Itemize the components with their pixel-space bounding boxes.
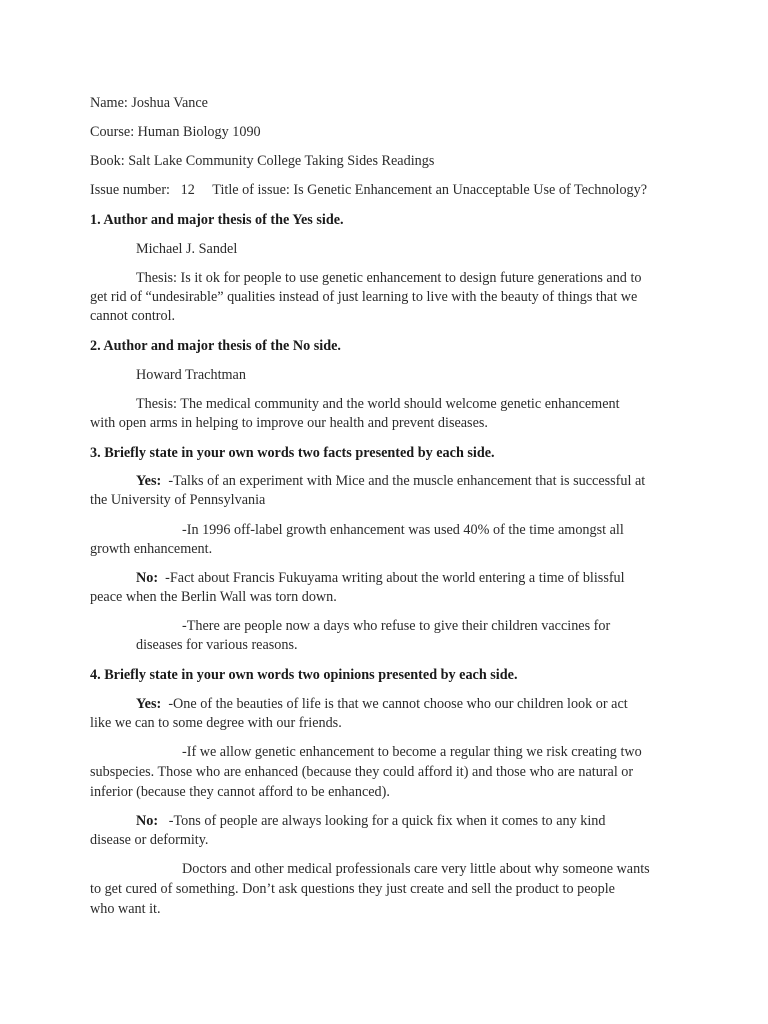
q3-heading: 3. Briefly state in your own words two facts presented by each side.: [90, 445, 495, 461]
q4-yes-opinion2-line3: inferior (because they cannot afford to be enhanced).: [90, 784, 390, 800]
q3-no-fact2-line1: -There are people now a days who refuse to give their children vaccines for: [182, 618, 611, 634]
q4-no-opinion2-line1: Doctors and other medical professionals care very little about why someone wants: [182, 861, 650, 877]
q1-heading: 1. Author and major thesis of the Yes side.: [90, 212, 344, 228]
q4-no-opinion2-line3: who want it.: [90, 901, 161, 917]
q3-no-fact1-line1: No: -Fact about Francis Fukuyama writing about the world entering a time of blissful: [136, 570, 625, 586]
q3-yes-fact2-line1: -In 1996 off-label growth enhancement was used 40% of the time amongst all: [182, 522, 624, 538]
q2-thesis-line2: with open arms in helping to improve our health and prevent diseases.: [90, 415, 488, 431]
q1-author: Michael J. Sandel: [136, 241, 238, 257]
q3-no-fact2-line2: diseases for various reasons.: [136, 637, 298, 653]
q3-no-fact1-line2: peace when the Berlin Wall was torn down.: [90, 589, 337, 605]
q4-no-opinion1-line1: No: -Tons of people are always looking for a quick fix when it comes to any kind: [136, 813, 606, 829]
q3-yes-fact1-line1: Yes: -Talks of an experiment with Mice and the muscle enhancement that is successful at: [136, 473, 646, 489]
q4-yes-opinion1-line2: like we can to some degree with our friends.: [90, 715, 342, 731]
q3-yes-fact1-line2: the University of Pennsylvania: [90, 492, 266, 508]
book: Book: Salt Lake Community College Taking Sides Readings: [90, 153, 435, 169]
q4-yes-opinion2-line1: -If we allow genetic enhancement to become a regular thing we risk creating two: [182, 744, 642, 760]
q2-author: Howard Trachtman: [136, 367, 246, 383]
q3-yes-fact2-line2: growth enhancement.: [90, 541, 213, 557]
q4-yes-label: Yes:: [136, 696, 162, 712]
q4-heading: 4. Briefly state in your own words two opinions presented by each side.: [90, 667, 518, 683]
q4-no-label: No:: [136, 813, 159, 829]
q3-no-label: No:: [136, 570, 159, 586]
q4-yes-opinion2-line2: subspecies. Those who are enhanced (because they could afford it) and those who are natural or: [90, 764, 634, 780]
q2-thesis-line1: Thesis: The medical community and the world should welcome genetic enhancement: [136, 396, 620, 412]
q1-thesis-line2: get rid of “undesirable” qualities instead of just learning to live with the beauty of things that we: [90, 289, 638, 305]
q1-thesis-line3: cannot control.: [90, 308, 176, 324]
q1-thesis-line1: Thesis: Is it ok for people to use genetic enhancement to design future generations and to: [136, 270, 642, 286]
q4-no-opinion1-line2: disease or deformity.: [90, 832, 209, 848]
issue-line: Issue number: 12 Title of issue: Is Genetic Enhancement an Unacceptable Use of Technology?: [90, 182, 648, 198]
q4-no-opinion2-line2: to get cured of something. Don’t ask questions they just create and sell the product to people: [90, 881, 615, 897]
q2-heading: 2. Author and major thesis of the No side.: [90, 338, 341, 354]
course: Course: Human Biology 1090: [90, 124, 261, 140]
student-name: Name: Joshua Vance: [90, 95, 208, 111]
q3-yes-label: Yes:: [136, 473, 162, 489]
q4-yes-opinion1-line1: Yes: -One of the beauties of life is that we cannot choose who our children look or act: [136, 696, 628, 712]
